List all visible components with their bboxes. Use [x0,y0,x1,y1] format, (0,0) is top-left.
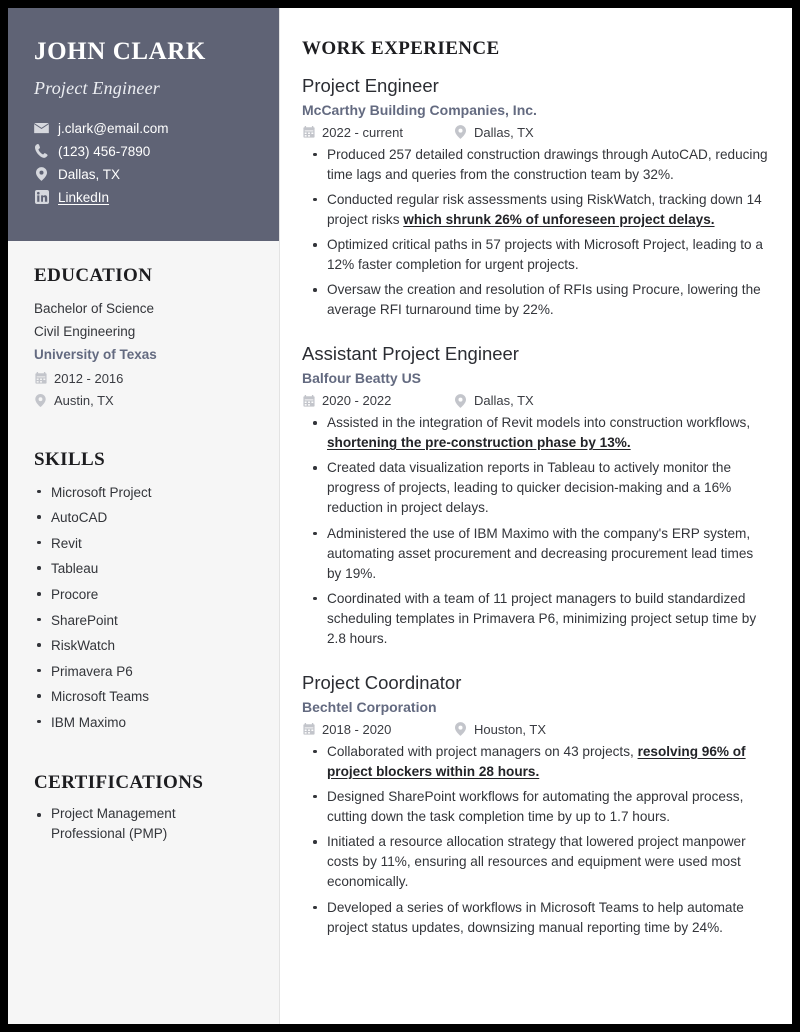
job-title: Project Engineer [302,75,439,96]
sidebar-body [8,241,279,845]
job-location: Dallas, TX [474,124,534,140]
job-bullet: Produced 257 detailed construction drawings through AutoCAD, reducing time lags and queries from the construction team by 32%. [308,145,770,185]
skill-item: Procore [34,583,253,606]
job-bullet: Created data visualization reports in Tableau to actively monitor the progress of projects, leading to quicker decision-making and a 16% reduction in project delays. [308,458,770,518]
contact-list [34,121,253,205]
job-bullet-list [302,742,770,938]
skill-item: IBM Maximo [34,711,253,734]
bullet-emphasis: which shrunk 26% of unforeseen project delays. [403,211,715,227]
envelope-icon [34,123,49,134]
contact-row-map-pin[interactable] [34,167,253,182]
main-content [280,8,792,1024]
skill-item: Microsoft Teams [34,685,253,708]
skills-heading: SKILLS [34,448,106,470]
job-bullet-list [302,413,770,649]
map-pin-icon [454,394,467,408]
contact-value: Dallas, TX [58,166,121,182]
job-bullet: Developed a series of workflows in Microsoft Teams to help automate project status updates, downsizing manual reporting time by 24%. [308,898,770,938]
skill-item: Revit [34,532,253,555]
job-bullet: Optimized critical paths in 57 projects with Microsoft Project, leading to a 12% faster completion for urgent projects. [308,235,770,275]
education-entry [34,297,253,411]
skill-item: RiskWatch [34,634,253,657]
skill-item: SharePoint [34,609,253,632]
job-meta [302,393,770,408]
job-bullet: Coordinated with a team of 11 project managers to build standardized scheduling templates in Primavera P6, minimizing project setup time by 2.8 hours. [308,589,770,649]
map-pin-icon [34,394,47,407]
education-heading: EDUCATION [34,265,153,286]
job-meta [302,722,770,737]
job-entry [302,342,770,649]
education-dates: 2012 - 2016 [54,370,124,386]
skill-item: AutoCAD [34,506,253,529]
job-location-row [454,722,546,737]
education-school: University of Texas [34,347,157,363]
contact-row-envelope[interactable] [34,121,253,136]
job-bullet: Designed SharePoint workflows for automating the approval process, cutting down the task completion time by up to 1.7 hours. [308,787,770,827]
contact-value: j.clark@email.com [58,120,169,136]
map-pin-icon [454,125,467,139]
job-bullet: Assisted in the integration of Revit models into construction workflows, shortening the pre-construction phase by 13%. [308,413,770,453]
map-pin-icon [34,167,49,181]
job-bullet: Administered the use of IBM Maximo with the company's ERP system, automating asset procurement and decreasing procurement lead times by 19%. [308,524,770,584]
contact-value[interactable]: LinkedIn [58,189,110,205]
contact-row-linkedin[interactable] [34,190,253,205]
job-location: Houston, TX [474,721,547,737]
job-bullet: Conducted regular risk assessments using RiskWatch, tracking down 14 project risks which shrunk 26% of unforeseen project delays. [308,190,770,230]
job-company: Bechtel Corporation [302,698,437,715]
phone-icon [34,144,49,158]
work-experience-heading: WORK EXPERIENCE [302,38,500,59]
bullet-emphasis: shortening the pre-construction phase by 13%. [327,435,631,451]
certifications-heading: CERTIFICATIONS [34,772,204,794]
job-dates-row [302,125,454,140]
job-bullet: Collaborated with project managers on 43 projects, resolving 96% of project blockers within 28 hours. [308,742,770,782]
job-company: McCarthy Building Companies, Inc. [302,101,537,118]
education-field: Civil Engineering [34,324,136,340]
contact-value: (123) 456-7890 [58,143,151,159]
skill-item: Tableau [34,557,253,580]
job-dates: 2020 - 2022 [322,393,392,408]
resume-page [8,8,792,1024]
contact-row-phone[interactable] [34,144,253,159]
job-location-row [454,393,534,408]
job-title: Assistant Project Engineer [302,343,519,365]
education-location-row [34,390,253,411]
job-dates: 2018 - 2020 [322,721,392,737]
job-dates-row [302,393,454,408]
calendar-icon [302,723,315,735]
job-dates-row [302,722,454,737]
job-role-subtitle: Project Engineer [34,77,160,98]
job-entry [302,671,770,938]
job-company: Balfour Beatty US [302,370,422,387]
calendar-icon [302,126,315,138]
education-location: Austin, TX [54,392,114,408]
sidebar-header [8,8,279,241]
skill-item: Primavera P6 [34,660,253,683]
linkedin-icon [34,190,49,204]
job-entry [302,74,770,320]
job-bullet-list [302,145,770,321]
certification-item: Project Management Professional (PMP) [34,804,253,845]
job-bullet: Initiated a resource allocation strategy that lowered project manpower costs by 11%, ensuring all resources and equipment were used most economically. [308,832,770,892]
job-location: Dallas, TX [474,393,534,408]
skills-list [34,481,253,734]
work-experience-list [302,74,770,938]
map-pin-icon [454,722,467,736]
skill-item: Microsoft Project [34,481,253,504]
calendar-icon [34,372,47,384]
calendar-icon [302,395,315,407]
job-title: Project Coordinator [302,672,462,694]
full-name: JOHN CLARK [34,38,206,65]
job-bullet: Oversaw the creation and resolution of RFIs using Procure, lowering the average RFI turnaround time by 22%. [308,280,770,320]
certifications-list [34,804,253,845]
education-degree: Bachelor of Science [34,301,155,316]
sidebar [8,8,280,1024]
job-meta [302,125,770,140]
bullet-emphasis: resolving 96% of project blockers within 28 hours. [327,743,746,779]
education-dates-row [34,368,253,389]
job-location-row [454,125,534,140]
job-dates: 2022 - current [322,124,403,140]
